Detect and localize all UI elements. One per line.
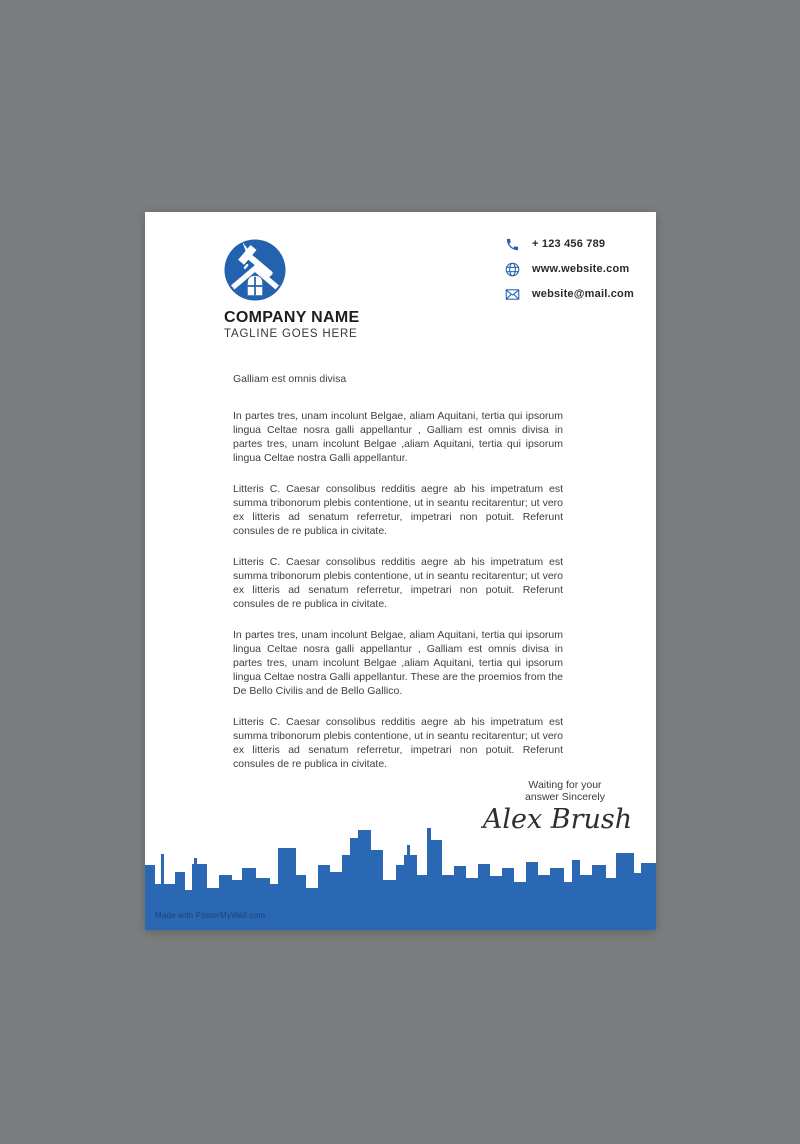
signature-script: Alex Brush [482, 804, 633, 835]
contact-phone-row [505, 236, 634, 252]
contact-email: website@mail.com [532, 288, 634, 300]
envelope-icon [505, 287, 520, 302]
letter-paragraph: Litteris C. Caesar consolibus redditis aegre ab his impetratum est summa tribonorum plebis contentione, ut in seantu recitarentur; ut vero ex litteris ad senatum referretur, impetrari non potuit. Referunt consules de re publica in civitate. [233, 556, 563, 610]
company-logo-hammer-house-icon [224, 239, 286, 301]
contact-block [505, 236, 634, 302]
letter-paragraph: Litteris C. Caesar consolibus redditis aegre ab his impetratum est summa tribonorum plebis contentione, ut in seantu recitarentur; ut vero ex litteris ad senatum referretur, impetrari non potuit. Referunt consules de re publica in civitate. [233, 483, 563, 537]
letter-paragraph: Litteris C. Caesar consolibus redditis aegre ab his impetratum est summa tribonorum plebis contentione, ut in seantu recitarentur; ut vero ex litteris ad senatum referretur, impetrari non potuit. Referunt consules de re publica in civitate. [233, 716, 563, 770]
letter-greeting: Galliam est omnis divisa [233, 373, 347, 385]
company-name: COMPANY NAME [224, 309, 360, 326]
contact-website: www.website.com [532, 263, 630, 275]
contact-website-row [505, 261, 634, 277]
globe-icon [505, 262, 520, 277]
company-tagline: TAGLINE GOES HERE [224, 328, 358, 340]
closing-line-1: Waiting for your [528, 779, 602, 791]
contact-email-row [505, 286, 634, 302]
phone-icon [505, 237, 520, 252]
letter-paragraph: In partes tres, unam incolunt Belgae, aliam Aquitani, tertia qui ipsorum lingua Celtae nosra galli appellantur , Galliam est omnis divisa in partes tres, unam incolunt Belgae ,aliam Aquitani, tertia qui ipsorum lingua Celtae nostra Galli appellantur. [233, 410, 563, 464]
letter-paragraph: In partes tres, unam incolunt Belgae, aliam Aquitani, tertia qui ipsorum lingua Celtae nosra galli appellantur , Galliam est omnis divisa in partes tres, unam incolunt Belgae ,aliam Aquitani, tertia qui ipsorum lingua Celtae nostra Galli appellantur. These are the proemios from the De Bello Civilis and de Bello Gallico. [233, 629, 563, 697]
watermark-text: Made with PosterMyWall.com [155, 911, 266, 920]
closing-text [495, 779, 635, 803]
letterhead-page [145, 212, 656, 930]
contact-phone-number: + 123 456 789 [532, 238, 606, 250]
closing-line-2: answer Sincerely [525, 791, 605, 803]
letter-body [233, 409, 563, 788]
